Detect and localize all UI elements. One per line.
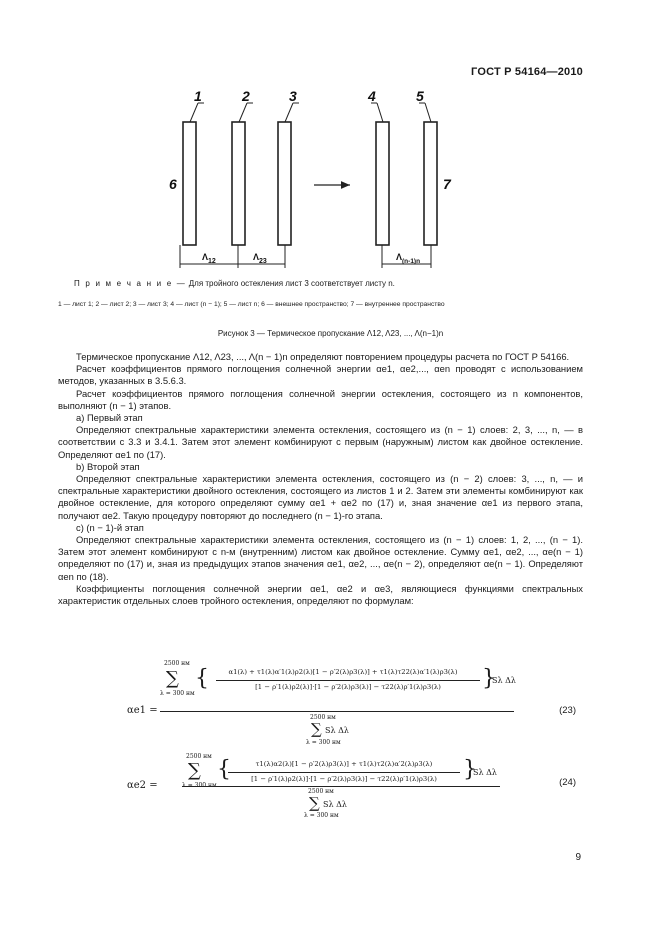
paragraph: Расчет коэффициентов прямого поглощения солнечной энергии остекления, состоящего из n компонентов, выполняют (n − 1) этапов. <box>58 387 583 411</box>
dim-lambda-12: $\Lambda_{12}$ <box>202 252 216 265</box>
label-2: 2 <box>242 88 250 104</box>
figure-glazing-diagram <box>150 85 470 275</box>
document-header: ГОСТ Р 54164—2010 <box>471 66 583 78</box>
label-5: 5 <box>416 88 424 104</box>
label-6: 6 <box>169 176 177 192</box>
paragraph: Термическое пропускание Λ12, Λ23, ..., Λ(n − 1)n определяют повторением процедуры расчета по ГОСТ Р 54166. <box>76 351 570 362</box>
sheet-5 <box>424 122 437 245</box>
sheet-3 <box>278 122 291 245</box>
label-7: 7 <box>443 176 451 192</box>
dim-lambda-23: $\Lambda_{23}$ <box>253 252 267 265</box>
paragraph: Определяют спектральные характеристики элемента остекления, состоящего из (n − 1) слоев: 2, 3, ..., n, — в соответствии с 3.3 и 3.4.1. Затем этот элемент комбинируют с первым (наружным) листом как двойное остекление. Определяют αe1 по (17). <box>58 424 583 460</box>
label-3: 3 <box>289 88 297 104</box>
label-1: 1 <box>194 88 202 104</box>
equation-number-23: (23) <box>559 705 576 716</box>
sheet-1 <box>183 122 196 245</box>
paragraph: Расчет коэффициентов прямого поглощения солнечной энергии αe1, αe2,..., αen проводят с использованием методов, указанных в 3.5.6.3. <box>58 363 583 387</box>
sheet-4 <box>376 122 389 245</box>
paragraph: Коэффициенты поглощения солнечной энергии αe1, αe2 и αe3, являющиеся функциями спектральных характеристик отдельных слоев тройного остекления, определяют по формулам: <box>58 582 583 607</box>
figure-caption: Рисунок 3 — Термическое пропускание Λ12, Λ23, ..., Λ(n−1)n <box>217 329 444 338</box>
equation-24: αe2 = 2500 нм ∑ λ = 300 нм { τ1(λ)α2(λ)[1 − ρ′2(λ)ρ3(λ)] + τ1(λ)τ2(λ)α′2(λ)ρ3(λ) [1 − ρ′1(λ)ρ2(λ)]·[1 − ρ′2(λ)ρ3(λ)] − τ22(λ)ρ′1(λ)ρ3(λ) } Sλ Δλ 2500 нм ∑ Sλ Δλ λ = 300 нм <box>124 752 524 852</box>
section-heading: a) Первый этап <box>76 412 143 424</box>
equation-23: αe1 = 2500 нм ∑ λ = 300 нм { α1(λ) + τ1(λ)α′1(λ)ρ2(λ)[1 − ρ′2(λ)ρ3(λ)] + τ1(λ)τ22(λ)α′1(λ)ρ3(λ) [1 − ρ′1(λ)ρ2(λ)]·[1 − ρ′2(λ)ρ3(λ)] − τ22(λ)ρ′1(λ)ρ3(λ) } Sλ Δλ 2500 нм ∑ Sλ Δλ λ = 300 нм <box>127 660 516 746</box>
paragraph: Определяют спектральные характеристики элемента остекления, состоящего из (n − 2) слоев: 3, ..., n, — и спектральные характеристики двойного остекления, состоящего из листов 1 и 2. Затем эти элементы комбинируют как двойное остекление, для которого определяют сумму αe1 + αe2 по (17) и, зная значение αe1 из первого этапа, получают αe2. Такую процедуру повторяют до последнего (n − 1)-го этапа. <box>58 473 583 521</box>
figure-legend: 1 — лист 1; 2 — лист 2; 3 — лист 3; 4 — лист (n − 1); 5 — лист n; 6 — внешнее пространство; 7 — внутреннее пространство <box>58 301 445 308</box>
figure-note: П р и м е ч а н и е — Для тройного остекления лист 3 соответствует листу n. <box>74 279 395 288</box>
section-heading: b) Второй этап <box>76 460 140 472</box>
sheet-2 <box>232 122 245 245</box>
body-text <box>58 351 583 607</box>
page-number: 9 <box>575 852 581 863</box>
paragraph: Определяют спектральные характеристики элемента остекления, состоящего из (n − 1) слоев: 1, 2, ..., (n − 1). Затем этот элемент комбинируют с n-м (внутренним) листом как двойное остекление. Сумму αe1, αe2, ..., αe(n − 1) определяют по (17) и, зная из предыдущих этапов значения αe1, αe2, ..., αe(n − 2), определяют αe(n − 1). Определяют αen по (18). <box>58 534 583 582</box>
dim-lambda-n: $\Lambda_{(n-1)n}$ <box>396 252 421 265</box>
equation-number-24: (24) <box>559 777 576 788</box>
section-heading: c) (n − 1)-й этап <box>76 521 144 533</box>
label-4: 4 <box>368 88 376 104</box>
